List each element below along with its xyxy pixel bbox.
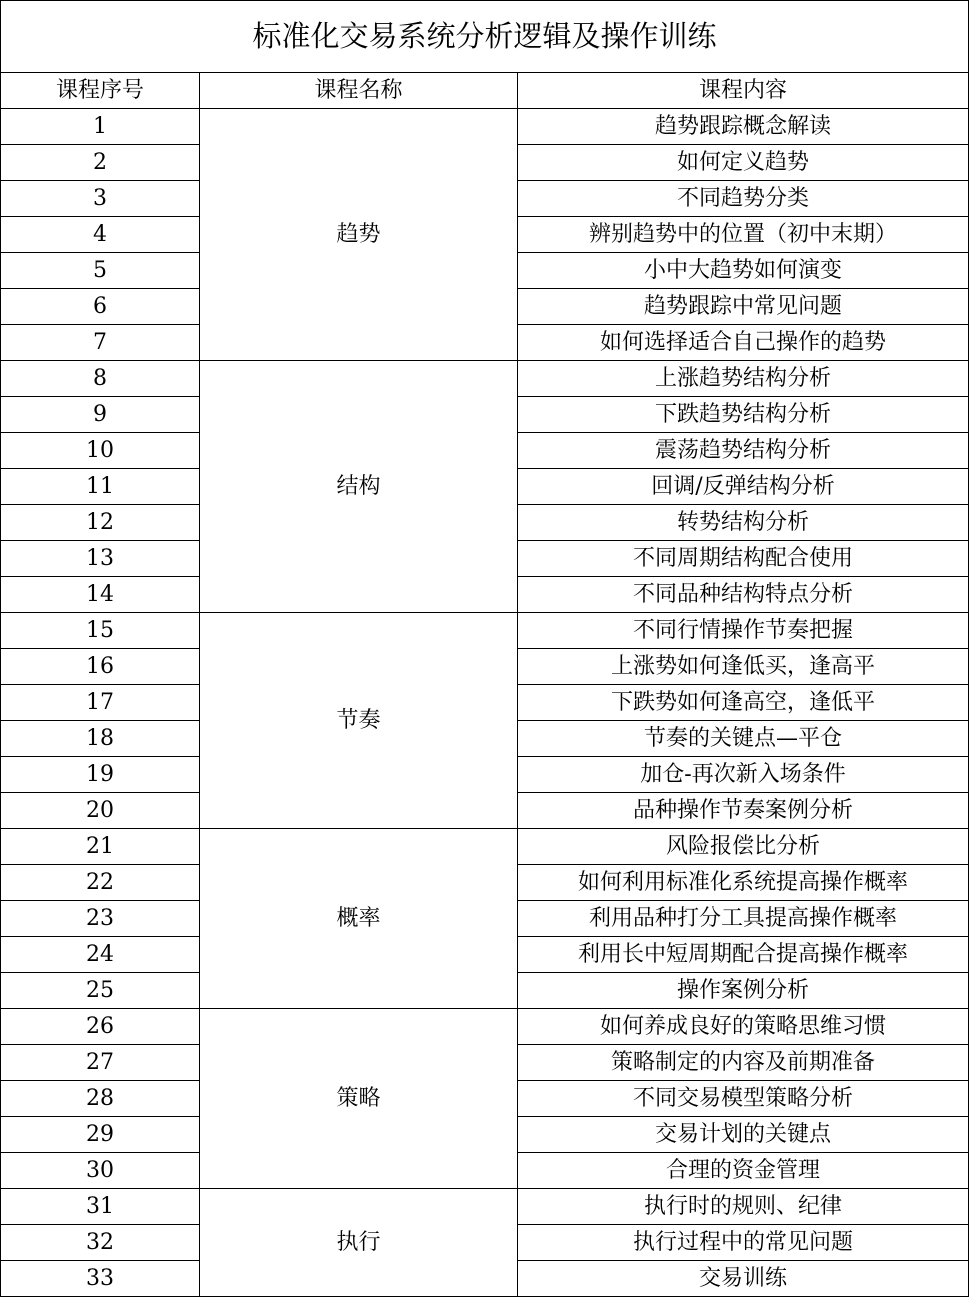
course-number-cell: 29: [1, 1117, 200, 1153]
course-content-cell: 辨别趋势中的位置（初中末期）: [518, 217, 969, 253]
course-content-cell: 如何定义趋势: [518, 145, 969, 181]
course-number-cell: 13: [1, 541, 200, 577]
course-content-cell: 不同趋势分类: [518, 181, 969, 217]
course-number-cell: 15: [1, 613, 200, 649]
course-name-cell: 策略: [200, 1009, 518, 1189]
table-row: [1, 613, 969, 649]
course-number-cell: 31: [1, 1189, 200, 1225]
course-number-cell: 30: [1, 1153, 200, 1189]
course-content-cell: 交易训练: [518, 1261, 969, 1297]
course-content-cell: 下跌势如何逢高空，逢低平: [518, 685, 969, 721]
table-row: [1, 361, 969, 397]
course-content-cell: 交易计划的关键点: [518, 1117, 969, 1153]
course-number-cell: 10: [1, 433, 200, 469]
course-content-cell: 上涨势如何逢低买，逢高平: [518, 649, 969, 685]
course-content-cell: 上涨趋势结构分析: [518, 361, 969, 397]
course-number-cell: 5: [1, 253, 200, 289]
course-number-cell: 24: [1, 937, 200, 973]
course-number-cell: 20: [1, 793, 200, 829]
course-number-cell: 18: [1, 721, 200, 757]
course-content-cell: 不同行情操作节奏把握: [518, 613, 969, 649]
course-content-cell: 趋势跟踪概念解读: [518, 109, 969, 145]
course-number-cell: 3: [1, 181, 200, 217]
header-course-content: 课程内容: [518, 73, 969, 109]
course-content-cell: 如何选择适合自己操作的趋势: [518, 325, 969, 361]
course-number-cell: 23: [1, 901, 200, 937]
course-number-cell: 14: [1, 577, 200, 613]
course-content-cell: 趋势跟踪中常见问题: [518, 289, 969, 325]
course-content-cell: 风险报偿比分析: [518, 829, 969, 865]
course-content-cell: 震荡趋势结构分析: [518, 433, 969, 469]
title-row: [1, 1, 969, 73]
course-content-cell: 下跌趋势结构分析: [518, 397, 969, 433]
course-content-cell: 合理的资金管理: [518, 1153, 969, 1189]
table-row: [1, 1009, 969, 1045]
course-number-cell: 22: [1, 865, 200, 901]
course-content-cell: 节奏的关键点—平仓: [518, 721, 969, 757]
course-content-cell: 操作案例分析: [518, 973, 969, 1009]
course-number-cell: 32: [1, 1225, 200, 1261]
course-content-cell: 品种操作节奏案例分析: [518, 793, 969, 829]
course-number-cell: 17: [1, 685, 200, 721]
course-content-cell: 不同品种结构特点分析: [518, 577, 969, 613]
course-number-cell: 9: [1, 397, 200, 433]
header-course-name: 课程名称: [200, 73, 518, 109]
course-content-cell: 加仓-再次新入场条件: [518, 757, 969, 793]
course-name-cell: 节奏: [200, 613, 518, 829]
course-number-cell: 21: [1, 829, 200, 865]
course-content-cell: 利用品种打分工具提高操作概率: [518, 901, 969, 937]
course-content-cell: 如何养成良好的策略思维习惯: [518, 1009, 969, 1045]
course-content-cell: 执行时的规则、纪律: [518, 1189, 969, 1225]
course-number-cell: 27: [1, 1045, 200, 1081]
course-name-cell: 概率: [200, 829, 518, 1009]
course-number-cell: 28: [1, 1081, 200, 1117]
course-number-cell: 25: [1, 973, 200, 1009]
course-content-cell: 不同交易模型策略分析: [518, 1081, 969, 1117]
table-row: [1, 1189, 969, 1225]
course-content-cell: 利用长中短周期配合提高操作概率: [518, 937, 969, 973]
course-number-cell: 6: [1, 289, 200, 325]
course-number-cell: 11: [1, 469, 200, 505]
course-content-cell: 不同周期结构配合使用: [518, 541, 969, 577]
course-name-cell: 趋势: [200, 109, 518, 361]
course-name-cell: 结构: [200, 361, 518, 613]
course-number-cell: 12: [1, 505, 200, 541]
course-number-cell: 26: [1, 1009, 200, 1045]
course-number-cell: 16: [1, 649, 200, 685]
course-body: [1, 109, 969, 1297]
course-content-cell: 策略制定的内容及前期准备: [518, 1045, 969, 1081]
course-number-cell: 2: [1, 145, 200, 181]
course-number-cell: 8: [1, 361, 200, 397]
course-content-cell: 如何利用标准化系统提高操作概率: [518, 865, 969, 901]
header-row: [1, 73, 969, 109]
course-content-cell: 小中大趋势如何演变: [518, 253, 969, 289]
header-course-no: 课程序号: [1, 73, 200, 109]
course-name-cell: 执行: [200, 1189, 518, 1297]
course-content-cell: 执行过程中的常见问题: [518, 1225, 969, 1261]
table-title: 标准化交易系统分析逻辑及操作训练: [1, 1, 969, 73]
course-number-cell: 1: [1, 109, 200, 145]
course-number-cell: 19: [1, 757, 200, 793]
course-number-cell: 7: [1, 325, 200, 361]
course-content-cell: 回调/反弹结构分析: [518, 469, 969, 505]
course-number-cell: 33: [1, 1261, 200, 1297]
course-number-cell: 4: [1, 217, 200, 253]
course-content-cell: 转势结构分析: [518, 505, 969, 541]
table-row: [1, 109, 969, 145]
table-row: [1, 829, 969, 865]
